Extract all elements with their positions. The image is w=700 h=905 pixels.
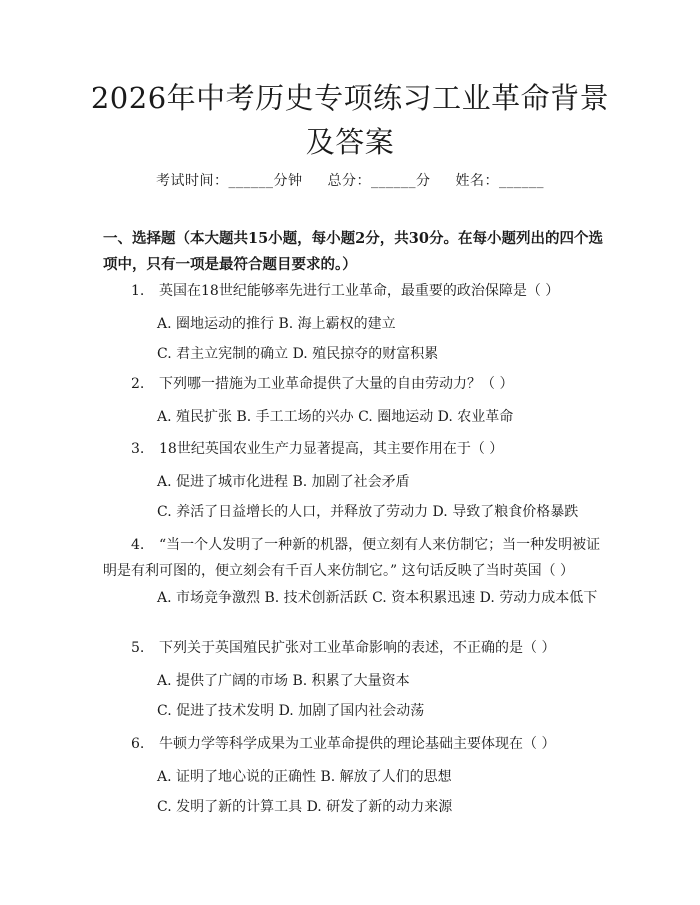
question-stem: 牛顿力学等科学成果为工业革命提供的理论基础主要体现在（ ） <box>159 736 556 752</box>
exam-name: 姓名：______ <box>455 173 544 189</box>
exam-time: 考试时间：______分钟 <box>156 173 303 189</box>
question-number: 3. <box>131 441 145 457</box>
page-title: 2026年中考历史专项练习工业革命背景及答案 <box>90 81 610 159</box>
section-heading: 一、选择题（本大题共15小题，每小题2分，共30分。在每小题列出的四个选项中，只有一项是最符合题目要求的。） <box>103 230 603 273</box>
question-2 <box>131 371 513 397</box>
exam-meta <box>0 170 700 190</box>
question-1-options-c-d: C. 君主立宪制的确立 D. 殖民掠夺的财富积累 <box>157 346 439 362</box>
question-4 <box>103 532 608 584</box>
question-number: 6. <box>131 736 145 752</box>
question-5-options-a-b: A. 提供了广阔的市场 B. 积累了大量资本 <box>157 673 410 689</box>
question-5 <box>131 635 555 661</box>
question-stem: 下列哪一措施为工业革命提供了大量的自由劳动力？（ ） <box>159 376 514 392</box>
question-6-options-c-d: C. 发明了新的计算工具 D. 研发了新的动力来源 <box>157 799 453 815</box>
question-number: 4. <box>131 537 145 553</box>
question-number: 5. <box>131 640 145 656</box>
question-3-options-a-b: A. 促进了城市化进程 B. 加剧了社会矛盾 <box>157 474 410 490</box>
question-3 <box>131 436 503 462</box>
question-6 <box>131 731 555 757</box>
question-stem: “当一个人发明了一种新的机器，便立刻有人来仿制它；当一种发明被证明是有利可图的，便立刻会有千百人来仿制它。” 这句话反映了当时英国（ ） <box>103 537 601 579</box>
question-4-options: A. 市场竞争激烈 B. 技术创新活跃 C. 资本积累迅速 D. 劳动力成本低下 <box>157 590 598 606</box>
question-6-options-a-b: A. 证明了地心说的正确性 B. 解放了人们的思想 <box>157 769 452 785</box>
question-stem: 18世纪英国农业生产力显著提高，其主要作用在于（ ） <box>159 441 504 457</box>
question-5-options-c-d: C. 促进了技术发明 D. 加剧了国内社会动荡 <box>157 703 425 719</box>
question-stem: 英国在18世纪能够率先进行工业革命，最重要的政治保障是（ ） <box>159 283 560 299</box>
question-2-options: A. 殖民扩张 B. 手工工场的兴办 C. 圈地运动 D. 农业革命 <box>157 409 514 425</box>
exam-score: 总分：______分 <box>327 173 431 189</box>
question-stem: 下列关于英国殖民扩张对工业革命影响的表述，不正确的是（ ） <box>159 640 556 656</box>
question-number: 1. <box>131 283 145 299</box>
question-1 <box>131 278 559 304</box>
question-1-options-a-b: A. 圈地运动的推行 B. 海上霸权的建立 <box>157 316 396 332</box>
question-3-options-c-d: C. 养活了日益增长的人口，并释放了劳动力 D. 导致了粮食价格暴跌 <box>157 504 579 520</box>
question-number: 2. <box>131 376 145 392</box>
